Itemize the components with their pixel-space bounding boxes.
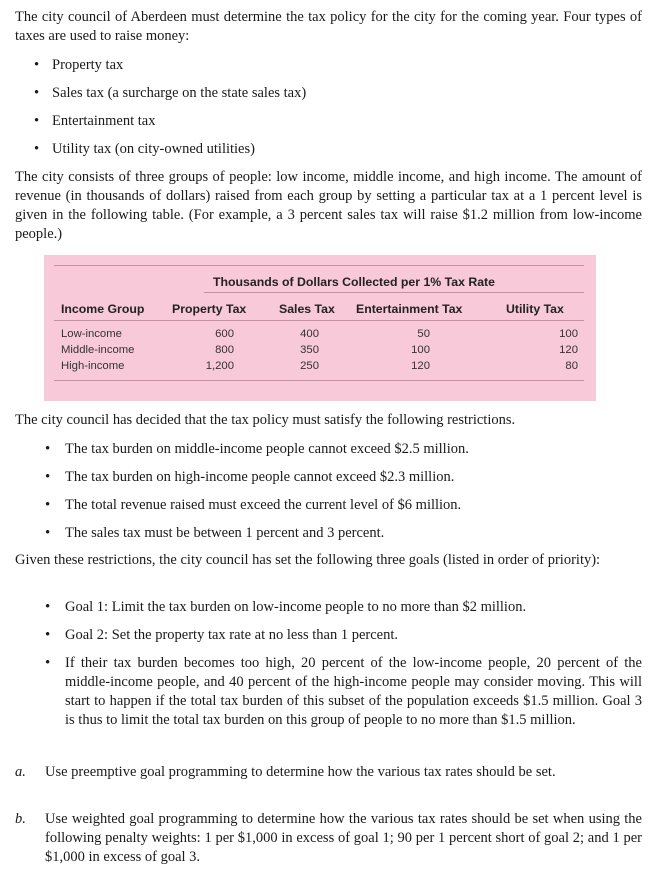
restriction-item: • The tax burden on middle-income people cannot exceed $2.5 million. xyxy=(45,440,642,468)
header-sales-tax: Sales Tax xyxy=(279,302,335,316)
restrictions-list xyxy=(45,440,642,552)
part-text: Use preemptive goal programming to determine how the various tax rates should be set. xyxy=(45,764,556,780)
tax-type-item: • Sales tax (a surcharge on the state sales tax) xyxy=(34,84,634,112)
table-bottom-rule xyxy=(54,380,584,381)
goal-item: • Goal 2: Set the property tax rate at no less than 1 percent. xyxy=(45,626,642,654)
header-utility-tax: Utility Tax xyxy=(506,302,564,316)
part-text: Use weighted goal programming to determine how the various tax rates should be set when using the following penalty weights: 1 per $1,000 in excess of goal 1; 90 per 1 percent short of goal 2; and 1 per $1,000 in excess of goal 3. xyxy=(45,811,642,865)
cell-sales: 350 xyxy=(300,344,319,356)
goal-item: • Goal 1: Limit the tax burden on low-income people to no more than $2 million. xyxy=(45,598,642,626)
part-label: a. xyxy=(15,764,26,780)
groups-paragraph: The city consists of three groups of people: low income, middle income, and high income. The amount of revenue (in thousands of dollars) raised from each group by setting a particular tax at a 1 percent level is given in the following table. (For example, a 3 percent sales tax will raise $1.2 million from low-income people.) xyxy=(15,169,642,242)
cell-sales: 400 xyxy=(300,328,319,340)
part-b xyxy=(15,810,642,870)
cell-entertainment: 100 xyxy=(411,344,430,356)
goal-item: • If their tax burden becomes too high, 20 percent of the low-income people, 20 percent of the middle-income people, and 40 percent of the high-income people may consider moving. This will start to happen if the total tax burden of this subset of the population exceeds $1.5 million. Goal 3 is thus to limit the total tax burden on this group of people to no more than $1.5 million. xyxy=(45,654,642,730)
table-header-rule xyxy=(54,320,584,321)
tax-types-list xyxy=(34,56,634,168)
cell-group: Middle-income xyxy=(61,344,135,356)
cell-property: 1,200 xyxy=(205,360,234,372)
goals-intro: Given these restrictions, the city council has set the following three goals (listed in order of priority): xyxy=(15,552,601,568)
part-a xyxy=(15,763,642,803)
tax-type-item: • Utility tax (on city-owned utilities) xyxy=(34,140,634,168)
table-title: Thousands of Dollars Collected per 1% Tax Rate xyxy=(213,275,495,289)
cell-utility: 80 xyxy=(565,360,578,372)
tax-type-item: • Property tax xyxy=(34,56,634,84)
tax-types-list-wrap xyxy=(0,56,653,168)
goals-list xyxy=(45,598,642,730)
tax-type-item: • Entertainment tax xyxy=(34,112,634,140)
table-title-rule xyxy=(204,292,584,293)
cell-property: 800 xyxy=(215,344,234,356)
restrictions-intro: The city council has decided that the tax policy must satisfy the following restrictions. xyxy=(15,412,516,428)
revenue-table xyxy=(44,255,596,401)
part-label: b. xyxy=(15,811,26,827)
cell-group: Low-income xyxy=(61,328,122,340)
table-top-rule xyxy=(54,265,584,266)
cell-utility: 120 xyxy=(559,344,578,356)
cell-group: High-income xyxy=(61,360,125,372)
header-property-tax: Property Tax xyxy=(172,302,247,316)
cell-entertainment: 120 xyxy=(411,360,430,372)
cell-property: 600 xyxy=(215,328,234,340)
restriction-item: • The tax burden on high-income people cannot exceed $2.3 million. xyxy=(45,468,642,496)
restriction-item: • The total revenue raised must exceed the current level of $6 million. xyxy=(45,496,642,524)
intro-paragraph: The city council of Aberdeen must determine the tax policy for the city for the coming year. Four types of taxes are used to raise money: xyxy=(15,9,642,44)
cell-utility: 100 xyxy=(559,328,578,340)
header-income-group: Income Group xyxy=(61,302,145,316)
header-entertainment-tax: Entertainment Tax xyxy=(356,302,463,316)
cell-sales: 250 xyxy=(300,360,319,372)
cell-entertainment: 50 xyxy=(417,328,430,340)
restriction-item: • The sales tax must be between 1 percent and 3 percent. xyxy=(45,524,642,552)
